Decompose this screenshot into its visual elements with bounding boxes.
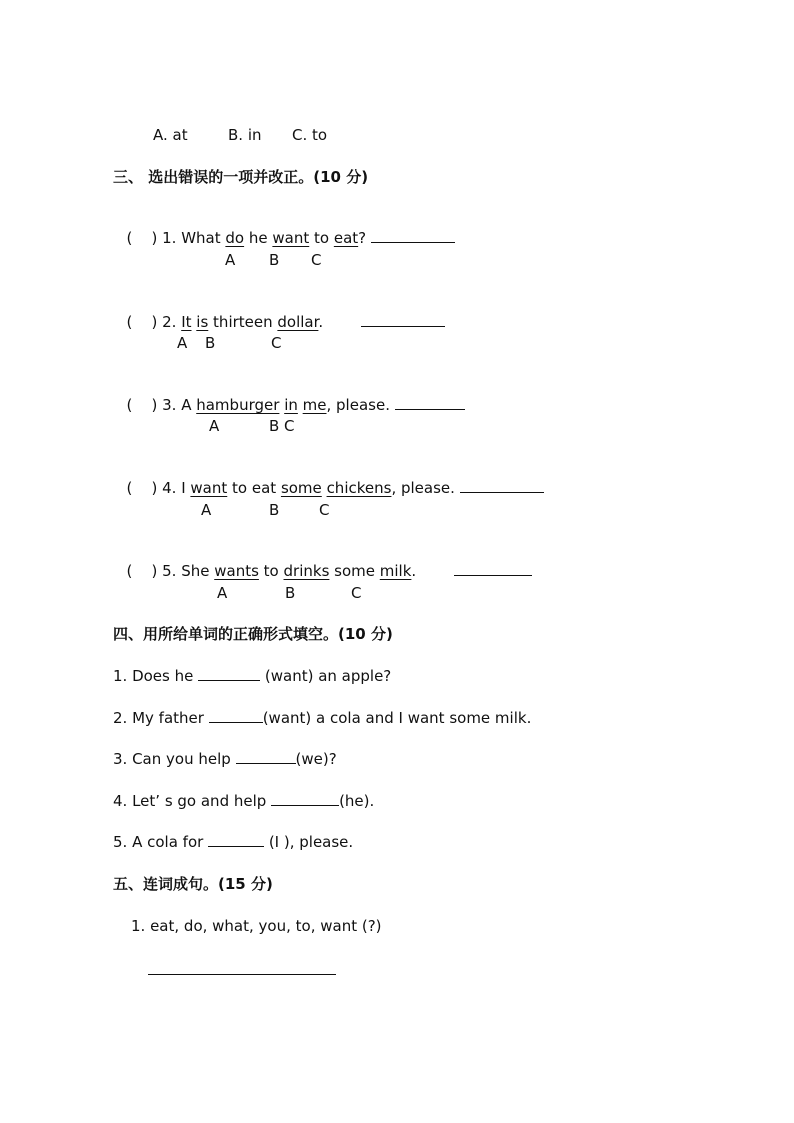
- fill-item-5: 5. A cola for (I ), please.: [113, 833, 354, 851]
- section5-title: 五、连词成句。(15 分): [113, 875, 273, 893]
- question-4: ( ) 4. I want to eat some chickens, please.: [117, 458, 544, 498]
- question-5: ( ) 5. She wants to drinks some milk.: [117, 541, 532, 581]
- question-2: ( ) 2. It is thirteen dollar.: [117, 292, 445, 332]
- fill-blank[interactable]: [198, 666, 260, 681]
- label-c: C: [311, 251, 322, 269]
- answer-paren: ( ): [126, 396, 158, 414]
- correction-blank[interactable]: [371, 228, 455, 243]
- label-c: C: [351, 584, 362, 602]
- label-b: B: [269, 251, 280, 269]
- option-a: A. at: [153, 126, 188, 144]
- label-b: B: [285, 584, 296, 602]
- sentence-item-1: 1. eat, do, what, you, to, want (?): [131, 917, 382, 935]
- fill-item-1: 1. Does he (want) an apple?: [113, 667, 392, 685]
- label-bc: B C: [269, 417, 295, 435]
- answer-paren: ( ): [126, 562, 158, 580]
- question-3: ( ) 3. A hamburger in me, please.: [117, 375, 465, 415]
- label-b: B: [269, 501, 280, 519]
- label-a: A: [217, 584, 228, 602]
- fill-blank[interactable]: [271, 791, 339, 806]
- fill-item-3: 3. Can you help (we)?: [113, 750, 337, 768]
- answer-line[interactable]: [148, 974, 336, 975]
- label-a: A: [209, 417, 220, 435]
- option-c: C. to: [292, 126, 328, 144]
- fill-blank[interactable]: [236, 749, 296, 764]
- correction-blank[interactable]: [361, 312, 445, 327]
- section4-title: 四、用所给单词的正确形式填空。(10 分): [113, 625, 393, 643]
- answer-paren: ( ): [126, 229, 158, 247]
- fill-blank[interactable]: [209, 708, 263, 723]
- correction-blank[interactable]: [454, 561, 532, 576]
- label-c: C: [271, 334, 282, 352]
- answer-paren: ( ): [126, 479, 158, 497]
- answer-paren: ( ): [126, 313, 158, 331]
- label-c: C: [319, 501, 330, 519]
- fill-item-4: 4. Let’ s go and help (he).: [113, 792, 375, 810]
- label-a: A: [201, 501, 212, 519]
- option-b: B. in: [228, 126, 262, 144]
- correction-blank[interactable]: [395, 395, 465, 410]
- question-1: ( ) 1. What do he want to eat?: [117, 208, 455, 248]
- correction-blank[interactable]: [460, 478, 544, 493]
- label-a: A: [177, 334, 188, 352]
- section3-title: 三、 选出错误的一项并改正。(10 分): [113, 168, 369, 186]
- fill-blank[interactable]: [208, 832, 264, 847]
- fill-item-2: 2. My father (want) a cola and I want some milk.: [113, 709, 532, 727]
- label-b: B: [205, 334, 216, 352]
- label-a: A: [225, 251, 236, 269]
